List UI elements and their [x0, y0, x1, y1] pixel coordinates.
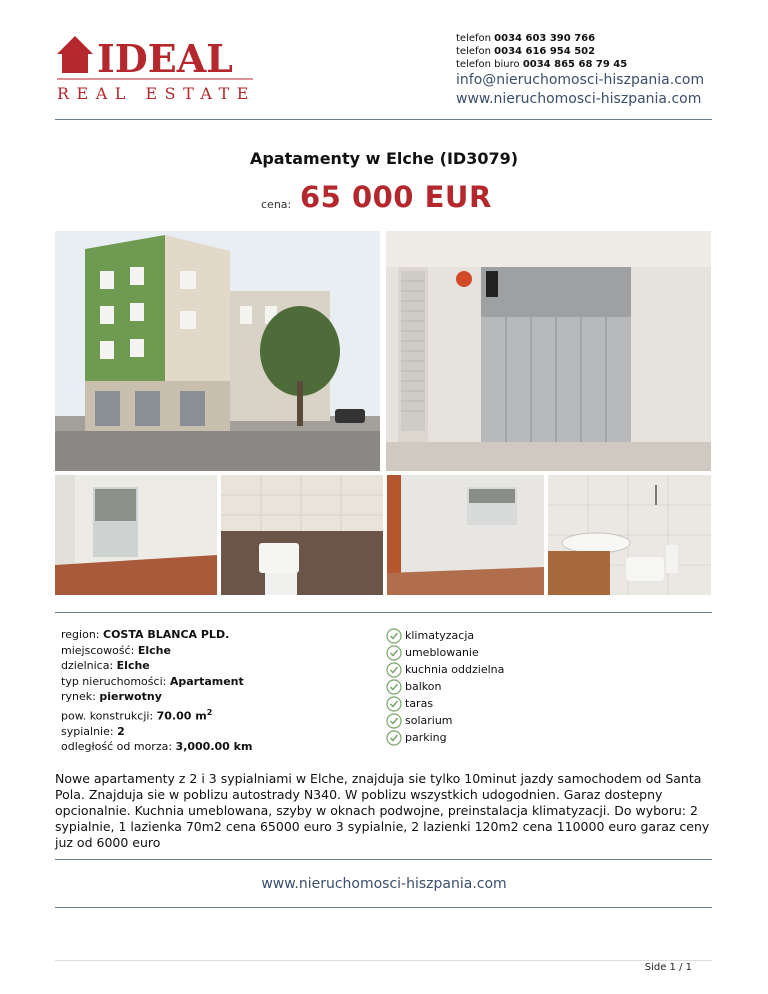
photo-bedroom[interactable] — [55, 475, 217, 595]
photo-room-window[interactable] — [387, 475, 544, 595]
photo-bathroom-sink[interactable] — [548, 475, 711, 595]
feature-item: solarium — [386, 712, 504, 729]
detail-city: miejscowość: Elche — [61, 643, 171, 657]
website-link[interactable]: www.nieruchomosci-hiszpania.com — [456, 91, 702, 107]
footer-divider-bottom — [55, 907, 712, 908]
detail-sea-distance: odległość od morza: 3,000.00 km — [61, 740, 253, 754]
logo-wordmark: IDEAL — [97, 36, 233, 81]
feature-item: balkon — [386, 678, 504, 695]
feature-item: taras — [386, 695, 504, 712]
checkmark-icon — [386, 696, 402, 712]
feature-item: parking — [386, 729, 504, 746]
checkmark-icon — [386, 645, 402, 661]
checkmark-icon — [386, 628, 402, 644]
photo-building-exterior[interactable] — [55, 231, 380, 471]
listing-title: Apatamenty w Elche (ID3079) — [249, 149, 519, 168]
phone-line: telefon 0034 616 954 502 — [456, 46, 596, 57]
checkmark-icon — [386, 679, 402, 695]
detail-area: pow. konstrukcji: 70.00 $m^2$ — [61, 707, 213, 723]
checkmark-icon — [386, 662, 402, 678]
page-number: Side 1 / 1 — [644, 962, 692, 973]
detail-district: dzielnica: Elche — [61, 659, 150, 672]
detail-region: region: COSTA BLANCA PLD. — [61, 628, 230, 641]
feature-list — [386, 627, 504, 746]
company-logo — [55, 32, 255, 104]
photo-bathroom-toilet[interactable] — [221, 475, 383, 595]
photo-garage-entrance[interactable] — [386, 231, 711, 471]
phone-line: telefon 0034 603 390 766 — [456, 33, 596, 44]
footer-divider-top — [55, 859, 712, 860]
detail-bedrooms: sypialnie: 2 — [61, 724, 125, 738]
price-label: cena: — [261, 198, 292, 211]
checkmark-icon — [386, 713, 402, 729]
price-value: 65 000 EUR — [300, 180, 492, 214]
phone-line: telefon biuro 0034 865 68 79 45 — [456, 59, 628, 70]
feature-item: klimatyzacja — [386, 627, 504, 644]
footer-website-link[interactable]: www.nieruchomosci-hiszpania.com — [261, 876, 507, 892]
feature-item: umeblowanie — [386, 644, 504, 661]
page-footer-rule — [55, 960, 712, 961]
checkmark-icon — [386, 730, 402, 746]
header-divider — [55, 119, 712, 120]
contact-block — [456, 32, 704, 109]
detail-property-type: typ nieruchomości: Apartament — [61, 674, 244, 688]
email-link[interactable]: info@nieruchomosci-hiszpania.com — [456, 72, 705, 88]
section-divider — [55, 612, 712, 613]
listing-description: Nowe apartamenty z 2 i 3 sypialniami w Elche, znajduja sie tylko 10minut jazdy samochodem od Santa Pola. Znajduja sie w poblizu autostrady N340. W poblizu wszystkich udogodnien. Garaz dostepny opcionalnie. Kuchnia umeblowana, szyby w oknach podwojne, preinstalacja klimatyzacji. Do wyboru: 2 sypialnie, 1 lazienka 70m2 cena 65000 euro 3 sypialnie, 2 lazienki 120m2 cena 110000 euro garaz ceny juz od 6000 euro — [55, 771, 710, 850]
feature-item: kuchnia oddzielna — [386, 661, 504, 678]
detail-market: rynek: pierwotny — [61, 690, 162, 703]
property-details — [61, 627, 252, 755]
logo-subtitle: REAL ESTATE — [57, 84, 255, 103]
